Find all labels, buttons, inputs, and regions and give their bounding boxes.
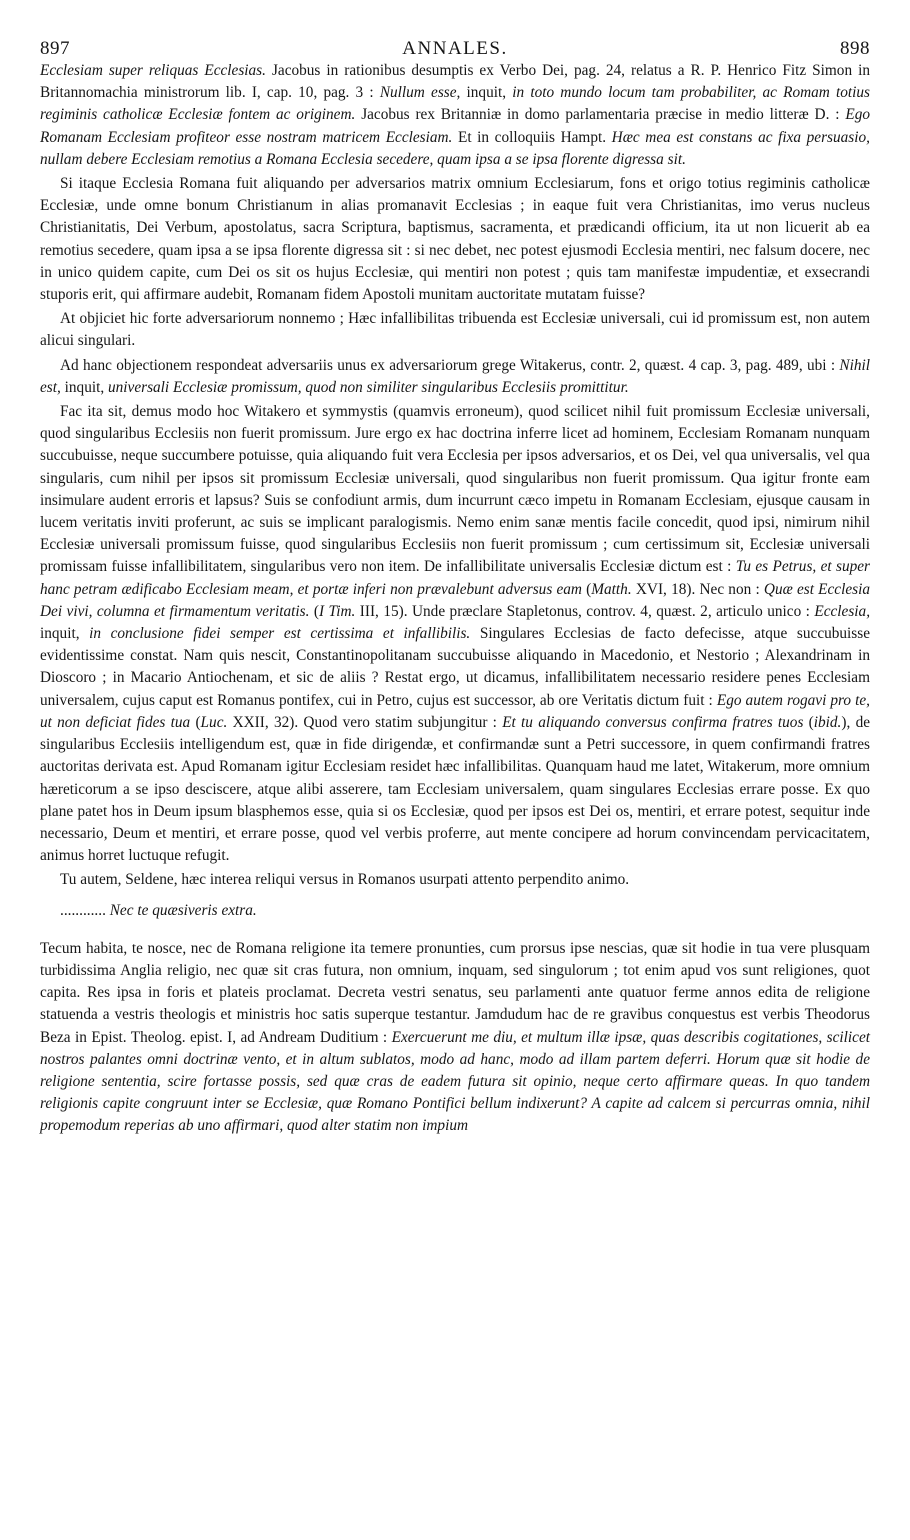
text-segment: Ad hanc objectionem respondeat adversariis unus ex adversariorum grege Witakerus, contr. 2, quæst. 4 cap. 3, pag. 489, ubi :: [60, 356, 840, 374]
verse-quote: [40, 900, 870, 922]
text-segment: Si itaque Ecclesia Romana fuit aliquando per adversarios matrix omnium Ecclesiarum, fons et origo totius regiminis catholicæ Ecclesiæ, unde omne bonum Christianum in alias promanavit Ecclesias ; in eaque fuit vera Christianitas, imo verus nucleus Christianitatis, Dei Verbum, apostolatus, sacra Scriptura, baptismus, sacramenta, et prædicandi officium, ita ut non licuerit ab ea remotius secedere, quam ipsa a se ipsa florente digressa sit : si nec debet, nec potest ejusmodi Ecclesia mentiri, nec falsum docere, nec in unico quidem capite, cum Dei os sit os hujus Ecclesiæ, qui mentiri non potest ; quis tam manifestæ impudentiæ, et exsecrandi stuporis erit, qui affirmare audebit, Romanam fidem Apostoli munitam auctoritate mutatam fuisse?: [40, 175, 870, 304]
italic-segment: Exercuerunt me diu, et multum illæ ipsæ, quas describis cogitationes, scilicet nostros palantes omni doctrinæ vento, et in altum sublatos, modo ad hanc, modo ad illam partem deferri. Horum quæ sit hodie de religione sententia, scire fortasse possis, sed quæ cras de eadem futura sit opinio, neque certo affirmare queas. In quo tandem religionis capite congruunt inter se Ecclesiæ, quæ Romano Pontifici bellum indixerunt? A capite ad calcem si percurras omnia, nihil propemodum reperias ab uno affirmari, quod alter statim non impium: [40, 1028, 870, 1135]
running-header: [40, 30, 870, 60]
text-segment: Fac ita sit, demus modo hoc Witakero et symmystis (quamvis erroneum), quod scilicet nihil fuit promissum Ecclesiæ universali, quod singularibus Ecclesiis non fuerit promissum. Jure ergo ex hac doctrina inferre licet ad hominem, Ecclesiam Romanam nunquam succubuisse, neque succumbere potuisse, quia aliquando fuit vera Ecclesia per ipsos adversarios, et os Dei, vel qua universalis, vel qua singularis, cum nihil per ipsos sit promissum Ecclesiæ universali, quod singularibus non fuerit promissum. Qua igitur fronte eam insimulare audent erroris et lapsus? Suis se confodiunt armis, dum incurrunt cæco impetu in Romanam Ecclesiam, ejusque causam in lucem veritatis inviti proferunt, ac suis se implicant paralogismis. Nemo enim sanæ mentis facile concedit, quod ipsi, nimirum nihil Ecclesiæ universali promissum fuisse, quod singularibus Ecclesiis non fuerit promissum ; cum certissimum sit, Ecclesiæ universali promissam fuisse infallibilitatem, singularibus vero non item. De infallibilitate universalis Ecclesiæ dictum est :: [40, 403, 870, 576]
italic-segment: Ecclesiam super reliquas Ecclesias.: [40, 62, 266, 79]
italic-segment: Et tu aliquando conversus confirma fratres tuos: [502, 713, 804, 731]
italic-segment: Hæc mea est constans ac fixa persuasio, nullam debere Ecclesiam remotius a Romana Ecclesia secedere, quam ipsa a se ipsa florente digressa sit.: [40, 128, 870, 168]
text-segment: inquit,: [40, 625, 90, 643]
paragraph: [40, 938, 870, 1138]
paragraph: [40, 173, 870, 306]
italic-segment: Ego autem rogavi pro te, ut non deficiat fides tua: [40, 691, 870, 731]
text-body: [40, 60, 870, 1138]
italic-segment: in conclusione fidei semper est certissima et infallibilis.: [89, 625, 471, 643]
text-segment: Et in colloquiis Hampt.: [452, 128, 612, 146]
italic-segment: Tu es Petrus, et super hanc petram ædificabo Ecclesiam meam, et portæ inferi non prævalebunt adversus eam: [40, 558, 870, 598]
italic-segment: Luc.: [200, 713, 228, 731]
italic-segment: Quæ est Ecclesia Dei vivi, columna et firmamentum veritatis.: [40, 580, 870, 620]
italic-segment: Matth.: [591, 580, 632, 598]
text-segment: III, 15). Unde præclare Stapletonus, controv. 4, quæst. 2, articulo unico :: [355, 602, 815, 620]
running-title: ANNALES.: [402, 38, 508, 59]
italic-segment: Ego Romanam Ecclesiam profiteor esse nostram matricem Ecclesiam.: [40, 106, 870, 146]
italic-segment: Nec te quæsiveris extra.: [109, 901, 257, 919]
text-segment: ............: [60, 901, 110, 919]
text-segment: (: [803, 713, 814, 731]
italic-segment: in toto mundo locum tam probabiliter, ac Romam totius regiminis catholicæ Ecclesiæ fontem ac originem.: [40, 84, 871, 124]
text-segment: (: [309, 602, 319, 620]
italic-segment: Nihil est,: [40, 356, 870, 396]
text-segment: inquit,: [460, 84, 513, 102]
text-segment: (: [190, 713, 201, 731]
text-segment: XXII, 32). Quod vero statim subjungitur :: [227, 713, 503, 731]
text-segment: (: [581, 580, 592, 598]
paragraph: [40, 869, 870, 891]
text-segment: Jacobus rex Britanniæ in domo parlamentaria præcise in medio litteræ D. :: [355, 106, 846, 124]
paragraph: [40, 308, 870, 352]
text-segment: Jacobus in rationibus desumptis ex Verbo Dei, pag. 24, relatus a R. P. Henrico Fitz Simon in Britannomachia ministrorum lib. I, cap. 10, pag. 3 :: [40, 62, 870, 102]
text-segment: XVI, 18). Nec non :: [631, 580, 764, 598]
italic-segment: Ecclesia,: [814, 602, 871, 620]
italic-segment: ibid.: [813, 713, 842, 731]
paragraph: [40, 355, 870, 399]
italic-segment: Nullum esse,: [379, 84, 461, 102]
page-number-right: 898: [840, 38, 870, 59]
italic-segment: I Tim.: [319, 602, 356, 620]
text-segment: Tu autem, Seldene, hæc interea reliqui versus in Romanos usurpati attento perpendito animo.: [60, 871, 630, 889]
paragraph: [40, 401, 870, 867]
text-segment: inquit,: [60, 378, 108, 396]
italic-segment: universali Ecclesiæ promissum, quod non similiter singularibus Ecclesiis promittitur.: [108, 378, 629, 396]
paragraph: [40, 60, 870, 171]
text-segment: ), de singularibus Ecclesiis intelligendum est, quæ in fide dirigendæ, et confirmandæ sunt a Petri successore, in quem confirmandi fratres auctoritas derivata est. Apud Romanam igitur Ecclesiam residet hæc infallibilitas. Quanquam haud me latet, Witakerum, more omnium hæreticorum a se ipso desciscere, atque alibi asserere, tam Ecclesiam universalem, quam singulares Ecclesias errare posse. Ex quo plane patet hos in Deum ipsum blasphemos esse, quia si os Ecclesiæ, quod per ipsos est Dei os, mentiri, et errare potest, sequitur inde necessario, Deum et mentiri, et errare posse, quod vel verbis proferre, aut mente concipere ad horum convincendam pervicacitatem, animus horret luctuque refugit.: [40, 713, 871, 865]
text-segment: At objiciet hic forte adversariorum nonnemo ; Hæc infallibilitas tribuenda est Ecclesiæ universali, cui id promissum est, non autem alicui singulari.: [40, 310, 870, 350]
text-segment: Tecum habita, te nosce, nec de Romana religione ita temere pronunties, cum prorsus ipse nescias, quæ sit hodie in tua vere plusquam turbidissima Anglia religio, nec quæ sit cras futura, non omnium, inquam, sed singulorum ; tot enim apud vos sunt religiones, quot capita. Res ipsa in foris et plateis proclamat. Decreta vestri senatus, seu parlamenti ante quatuor ferme annos edita de religione statuenda a vestris theologis et ministris hoc satis superque testantur. Jamdudum hac de re gravibus conquestus est verbis Theodorus Beza in Epist. Theolog. epist. I, ad Andream Duditium :: [40, 939, 870, 1046]
text-segment: Singulares Ecclesias de facto defecisse, atque succubuisse evidentissime constat. Nam quis nescit, Constantinopolitanam succubuisse aliquando in Macedonio, et Nestorio ; Alexandrinam in Dioscoro ; in Macario Antiochenam, et sic de aliis ? Restat ergo, ut dicamus, infallibilitatem necessario residere penes Ecclesiam universalem, cujus caput est Romanus pontifex, cui in Petro, cujus est successor, ab ore Veritatis dictum fuit :: [40, 625, 871, 709]
page-number-left: 897: [40, 38, 70, 59]
